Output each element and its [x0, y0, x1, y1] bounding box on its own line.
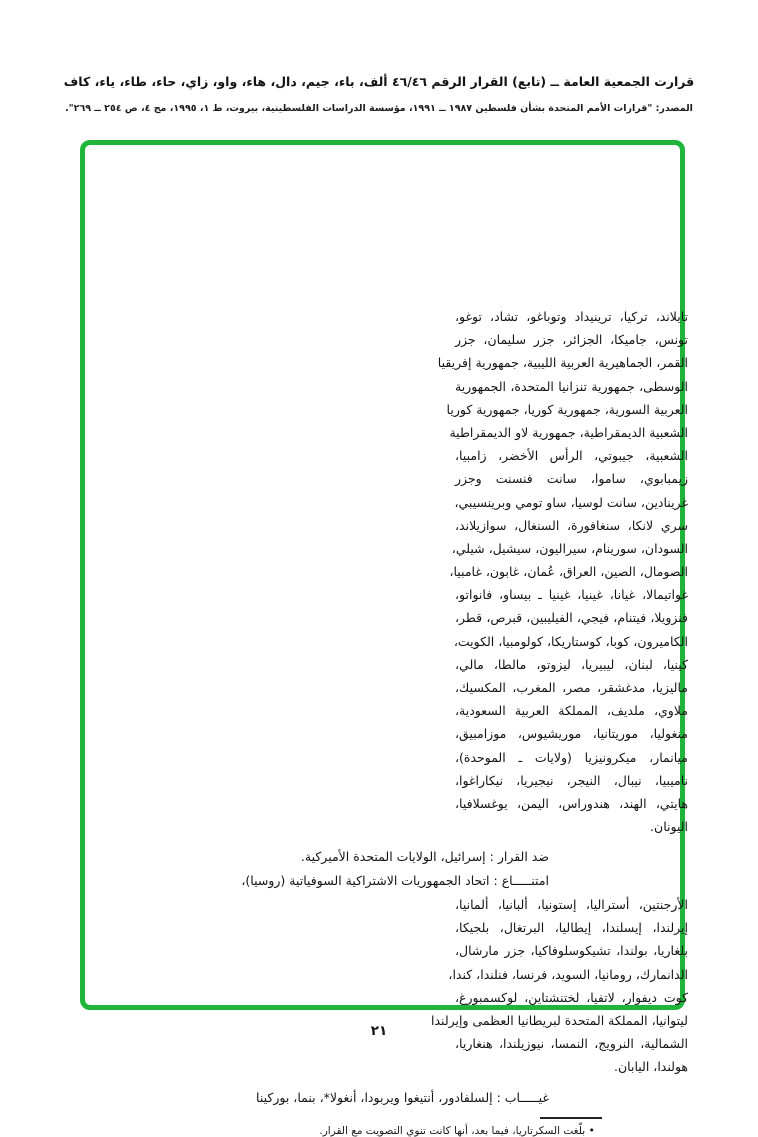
text-line: ناميبيا، نيبال، النيجر، نيجيريا، نيكاراغوا،	[455, 772, 688, 788]
absent-text: إلسلفادور، أنتيغوا ويربودا، أنغولا*، بنما، بوركينا	[256, 1090, 493, 1105]
footnote	[319, 1124, 595, 1137]
text-line: الكاميرون، كوبا، كوستاريكا، كولومبيا، الكويت،	[453, 633, 688, 649]
text-line: غواتيمالا، غيانا، غينيا، غينيا ـ بيساو، فانواتو،	[455, 587, 688, 603]
text-line: ملاوي، ملديف، المملكة العربية السعودية،	[455, 703, 688, 719]
text-line: القمر، الجماهيرية العربية الليبية، جمهورية إفريقيا	[437, 355, 688, 371]
text-line: الدانمارك، رومانيا، السويد، فرنسا، فنلندا، كندا،	[448, 966, 688, 982]
text-line: بلغاريا، بولندا، تشيكوسلوفاكيا، جزر مارشال،	[455, 943, 688, 959]
text-line: ميانمار، ميكرونيزيا (ولايات ـ الموحدة)،	[455, 749, 688, 765]
text-line: العربية السورية، جمهورية كوريا، جمهورية كوريا	[446, 401, 688, 417]
text-line: إيرلندا، إيسلندا، إيطاليا، البرتغال، بلجيكا،	[455, 920, 688, 936]
abstain-country-list	[431, 893, 688, 1079]
abstain-first-text: اتحاد الجمهوريات الاشتراكية السوفياتية (روسيا)،	[241, 873, 490, 888]
text-line: زيمبابوي، ساموا، سانت فنسنت وجزر	[455, 471, 688, 487]
text-line: غرينادين، سانت لوسيا، ساو تومي وبرينسيبي،	[454, 494, 688, 510]
text-line: فنزويلا، فيتنام، فيجي، الفيليبين، قبرص، قطر،	[455, 610, 688, 626]
footnote-bullet-icon: •	[588, 1124, 595, 1137]
text-line: السودان، سورينام، سيراليون، سيشيل، شيلي،	[451, 540, 688, 556]
text-line: اليونان.	[650, 819, 688, 835]
text-line: ماليزيا، مدغشقر، مصر، المغرب، المكسيك،	[455, 680, 688, 695]
text-line: الشمالية، النرويج، النمسا، نيوزيلندا، هنغاريا،	[455, 1036, 688, 1052]
text-line: سري لانكا، سنغافورة، السنغال، سوازيلاند،	[455, 517, 688, 533]
text-line: تايلاند، تركيا، ترينيداد وتوباغو، تشاد، توغو،	[455, 309, 688, 324]
text-line: تونس، جاميكا، الجزائر، جزر سليمان، جزر	[455, 332, 688, 348]
page-header-title: قرارت الجمعية العامة ــ (تابع) القرار الرقم ٤٦/٤٦ ألف، باء، جيم، دال، هاء، واو، زاي، حاء، طاء، ياء، كاف	[63, 74, 695, 89]
text-line: ليتوانيا، المملكة المتحدة لبريطانيا العظمى وإيرلندا	[431, 1012, 688, 1028]
abstain-label: امتنـــــاع :	[493, 873, 549, 888]
absent-line	[256, 1086, 549, 1109]
page-number: ٢١	[370, 1023, 388, 1039]
page-header-source: المصدر: "قرارات الأمم المتحدة بشأن فلسطين ١٩٨٧ ــ ١٩٩١، مؤسسة الدراسات الفلسطينية، بيروت، ط ١، ١٩٩٥، مج ٤، ص ٢٥٤ ــ ٢٦٩".	[65, 103, 693, 114]
against-label: ضد القرار :	[489, 849, 549, 864]
text-line: منغوليا، موريتانيا، موريشيوس، موزامبيق،	[455, 726, 688, 742]
text-line: الصومال، الصين، العراق، عُمان، غابون، غامبيا،	[449, 564, 688, 580]
text-line: هايتي، الهند، هندوراس، اليمن، يوغسلافيا،	[455, 795, 688, 811]
text-line: الشعبية، جيبوتي، الرأس الأخضر، زامبيا،	[455, 448, 688, 464]
text-line: كوت ديفوار، لاتفيا، لختنشتاين، لوكسمبورغ،	[455, 989, 688, 1005]
against-line	[301, 845, 549, 868]
text-line: هولندا، اليابان.	[614, 1059, 688, 1075]
favor-country-list	[437, 305, 688, 838]
against-text: إسرائيل، الولايات المتحدة الأميركية.	[300, 849, 486, 864]
text-line: الشعبية الديمقراطية، جمهورية لاو الديمقراطية	[449, 424, 688, 440]
footnote-separator	[540, 1117, 602, 1119]
footnote-text: بلّغت السكرتاريا، فيما بعد، أنها كانت تنوي التصويت مع القرار.	[319, 1125, 586, 1137]
abstain-line	[241, 869, 549, 892]
text-line: الوسطى، جمهورية تنزانيا المتحدة، الجمهورية	[455, 378, 688, 394]
text-line: كينيا، لبنان، ليبيريا، ليزوتو، مالطا، مالي،	[455, 656, 688, 672]
absent-label: غيـــــاب :	[496, 1090, 549, 1105]
text-line: الأرجنتين، أستراليا، إستونيا، ألبانيا، ألمانيا،	[455, 897, 688, 912]
